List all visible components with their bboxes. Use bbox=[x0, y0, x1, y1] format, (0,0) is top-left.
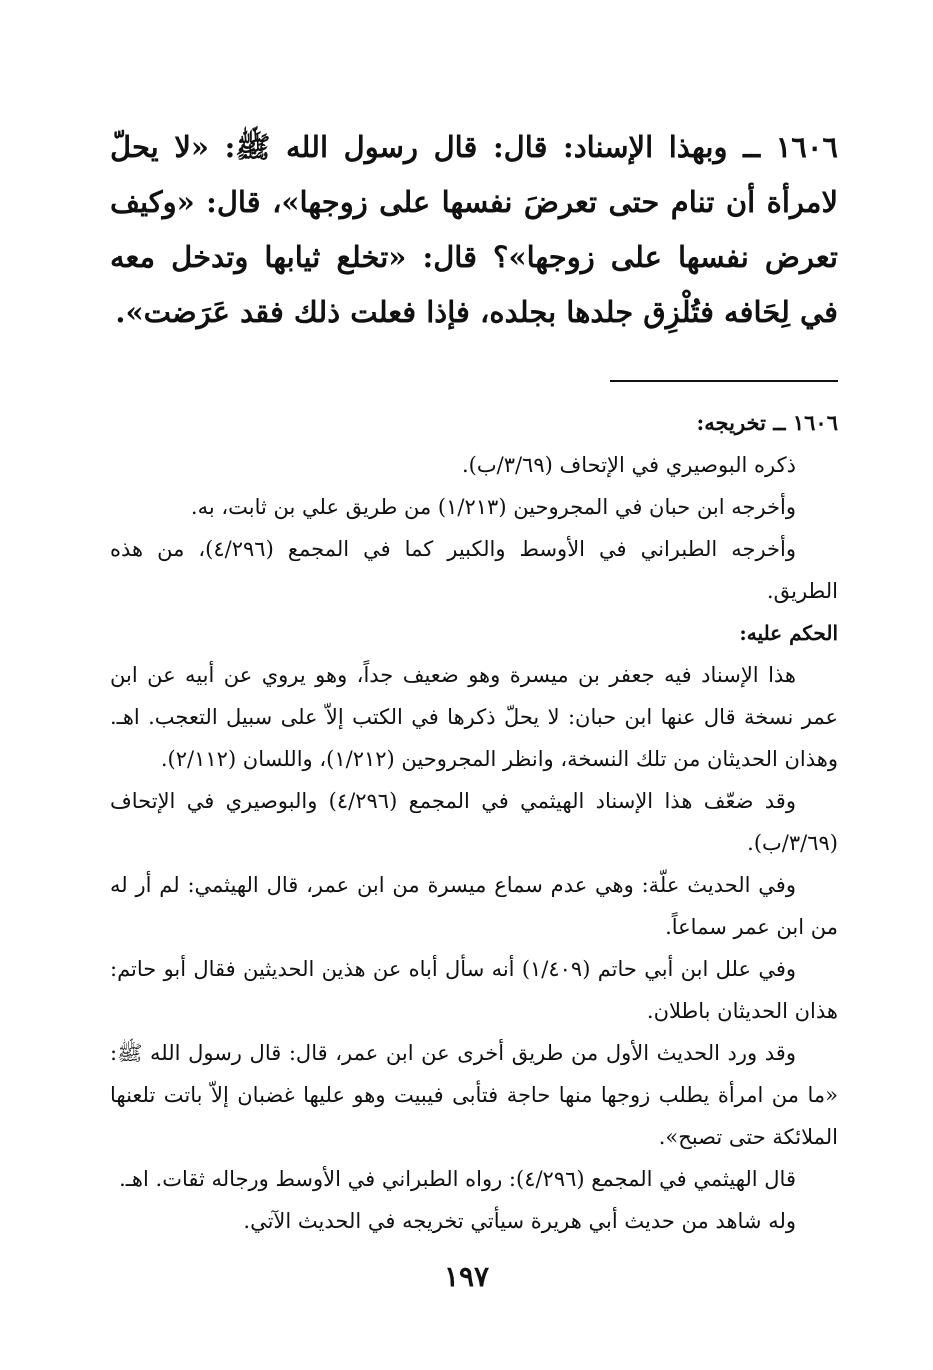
takhrij-line: وأخرجه الطبراني في الأوسط والكبير كما في المجمع (٤/٢٩٦)، من هذه الطريق. bbox=[110, 537, 838, 603]
hukm-paragraph: وفي علل ابن أبي حاتم (١/٤٠٩) أنه سأل أباه عن هذين الحديثين فقال أبو حاتم: هذان الحديثان باطلان. bbox=[110, 957, 838, 1023]
takhrij-heading: ١٦٠٦ ــ تخريجه: bbox=[696, 410, 838, 435]
page-body bbox=[110, 120, 838, 1242]
hukm-heading: الحكم عليه: bbox=[739, 621, 838, 645]
hukm-paragraph: وقد ضعّف هذا الإسناد الهيثمي في المجمع (٤/٢٩٦) والبوصيري في الإتحاف (٣/٦٩/ب). bbox=[110, 789, 838, 855]
hadith-text bbox=[110, 120, 838, 340]
hukm-paragraph: وله شاهد من حديث أبي هريرة سيأتي تخريجه في الحديث الآتي. bbox=[243, 1209, 796, 1233]
footnote-separator bbox=[610, 380, 838, 382]
page-number: ١٩٧ bbox=[443, 1260, 490, 1293]
hukm-paragraph: وفي الحديث علّة: وهي عدم سماع ميسرة من ابن عمر، قال الهيثمي: لم أر له من ابن عمر سماعاً. bbox=[110, 873, 838, 939]
hukm-paragraph: قال الهيثمي في المجمع (٤/٢٩٦): رواه الطبراني في الأوسط ورجاله ثقات. اهـ. bbox=[119, 1167, 796, 1191]
hukm-paragraph: هذا الإسناد فيه جعفر بن ميسرة وهو ضعيف جداً، وهو يروي عن أبيه عن ابن عمر نسخة قال عنها ابن حبان: لا يحلّ ذكرها في الكتب إلاّ على سبيل التعجب. اهـ. وهذان الحديثان من تلك النسخة، وانظر المجروحين (١/٢١٢)، واللسان (٢/١١٢). bbox=[110, 663, 838, 771]
hadith-paragraph: ١٦٠٦ ــ وبهذا الإسناد: قال: قال رسول الله ﷺ: «لا يحلّ لامرأة أن تنام حتى تعرضَ نفسها على زوجها»، قال: «وكيف تعرض نفسها على زوجها»؟ قال: «تخلع ثيابها وتدخل معه في لِحَافه فتُلْزِق جلدها بجلده، فإذا فعلت ذلك فقد عَرَضت». bbox=[110, 130, 838, 329]
takhrij-line: ذكره البوصيري في الإتحاف (٣/٦٩/ب). bbox=[461, 453, 796, 477]
footnotes bbox=[110, 402, 838, 1242]
takhrij-line: وأخرجه ابن حبان في المجروحين (١/٢١٣) من طريق علي بن ثابت، به. bbox=[190, 495, 796, 519]
hukm-paragraph: وقد ورد الحديث الأول من طريق أخرى عن ابن عمر، قال: قال رسول الله ﷺ: «ما من امرأة يطلب زوجها منها حاجة فتأبى فيبيت وهو عليها غضبان إلاّ باتت تلعنها الملائكة حتى تصبح». bbox=[110, 1041, 838, 1149]
